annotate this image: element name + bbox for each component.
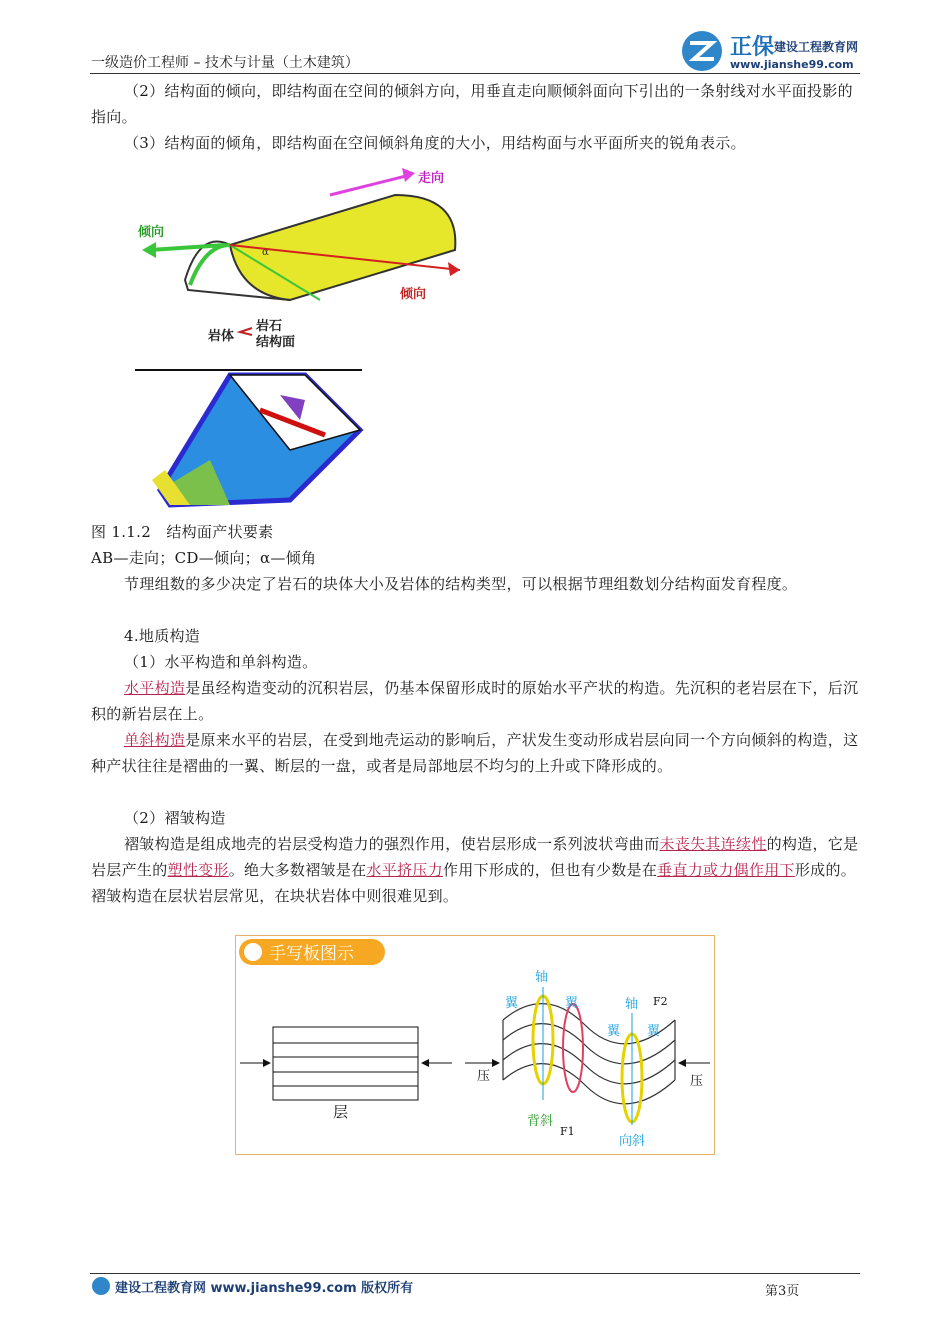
label-alpha: α <box>262 247 269 258</box>
footer-copyright: 建设工程教育网 www.jianshe99.com 版权所有 <box>115 1281 414 1296</box>
text-horizontal: 是虽经构造变动的沉积岩层，仍基本保留形成时的原始水平产状的构造。先沉积的老岩层在下，后沉积的新岩层在上。 <box>91 679 859 723</box>
label-wing-1: 翼 <box>505 996 519 1011</box>
page-number: 第3页 <box>765 1284 800 1299</box>
header-divider <box>90 73 860 74</box>
label-syncline: 向斜 <box>619 1134 646 1149</box>
keyword-plastic: 塑性变形 <box>167 861 229 879</box>
figure-fold-whiteboard <box>235 935 715 1155</box>
text-fold-b: 的构造，它是岩层产生的 <box>91 835 859 879</box>
strike-arrow-head <box>402 168 415 182</box>
label-axis-2: 轴 <box>625 997 639 1012</box>
logo-url: www.jianshe99.com <box>730 58 854 71</box>
text-monocline: 是原来水平的岩层，在受到地壳运动的影响后，产状发生变动形成岩层向同一个方向倾斜的构造，这种产状往往是褶曲的一翼、断层的一盘，或者是局部地层不均匀的上升或下降形成的。 <box>91 731 859 775</box>
dip-arrow-head <box>448 262 460 276</box>
label-f2: F2 <box>653 995 668 1008</box>
label-dip-left: 倾向 <box>138 225 165 240</box>
paragraph-fold <box>91 831 861 909</box>
figure-legend: AB—走向；CD—倾向；α—倾角 <box>91 549 317 567</box>
section-title-geology: 4.地质构造 <box>124 627 201 645</box>
label-anticline: 背斜 <box>527 1114 554 1129</box>
logo-brand: 正保 <box>730 35 775 60</box>
banner-label: 手写板图示 <box>269 944 354 964</box>
label-structure: 结构面 <box>256 335 296 350</box>
keyword-monocline: 单斜构造 <box>124 731 186 749</box>
label-axis-1: 轴 <box>535 970 549 985</box>
label-wing-4: 翼 <box>647 1024 661 1039</box>
text-fold-e: 形成的。褶皱构造在层状岩层常见，在块状岩体中则很难见到。 <box>91 861 857 905</box>
footer-logo-icon <box>91 1276 111 1296</box>
label-press-left: 压 <box>477 1069 491 1084</box>
subsection-horizontal: （1）水平构造和单斜构造。 <box>124 653 318 671</box>
strike-arrow <box>330 175 410 195</box>
label-rockmass: 岩体 <box>208 329 235 344</box>
label-dip-right: 倾向 <box>400 287 427 302</box>
header-title: 一级造价工程师 – 技术与计量（土木建筑） <box>91 55 359 71</box>
green-arc <box>190 245 230 285</box>
keyword-compression: 水平挤压力 <box>366 861 443 879</box>
figure-structural-plane <box>130 160 480 520</box>
logo-name: 建设工程教育网 <box>774 40 859 54</box>
text-fold-d: 作用下形成的，但也有少数是在 <box>442 861 658 879</box>
label-press-right: 压 <box>690 1074 704 1089</box>
brace-icon <box>240 328 252 335</box>
pen-icon <box>244 943 262 961</box>
paragraph-dip-angle: （3）结构面的倾角，即结构面在空间倾斜角度的大小，用结构面与水平面所夹的锐角表示。 <box>124 134 746 152</box>
label-strike: 走向 <box>418 171 445 186</box>
label-layer: 层 <box>333 1103 349 1121</box>
text-fold-a: 褶皱构造是组成地壳的岩层受构造力的强烈作用，使岩层形成一系列波状弯曲而 <box>124 835 660 853</box>
flat-layers <box>273 1027 418 1100</box>
dip-arrow-left-head <box>142 242 156 258</box>
label-wing-2: 翼 <box>565 996 579 1011</box>
label-rock: 岩石 <box>256 319 283 334</box>
paragraph-dip-direction: （2）结构面的倾向，即结构面在空间的倾斜方向，用垂直走向顺倾斜面向下引出的一条射线对水平面投影的指向。 <box>91 82 853 126</box>
figure-caption: 图 1.1.2 结构面产状要素 <box>91 523 274 541</box>
footer-divider <box>90 1273 860 1274</box>
paragraph-joints: 节理组数的多少决定了岩石的块体大小及岩体的结构类型，可以根据节理组数划分结构面发育程度。 <box>124 575 798 593</box>
label-wing-3: 翼 <box>607 1024 621 1039</box>
text-fold-c: 。绝大多数褶皱是在 <box>228 861 367 879</box>
paragraph-monocline <box>91 727 861 779</box>
subsection-fold: （2）褶皱构造 <box>124 809 226 827</box>
keyword-vertical: 垂直力或力偶作用下 <box>657 861 795 879</box>
label-f1: F1 <box>560 1125 575 1138</box>
keyword-horizontal: 水平构造 <box>124 679 186 697</box>
paragraph-horizontal <box>91 675 861 727</box>
keyword-continuity: 未丧失其连续性 <box>659 835 767 853</box>
